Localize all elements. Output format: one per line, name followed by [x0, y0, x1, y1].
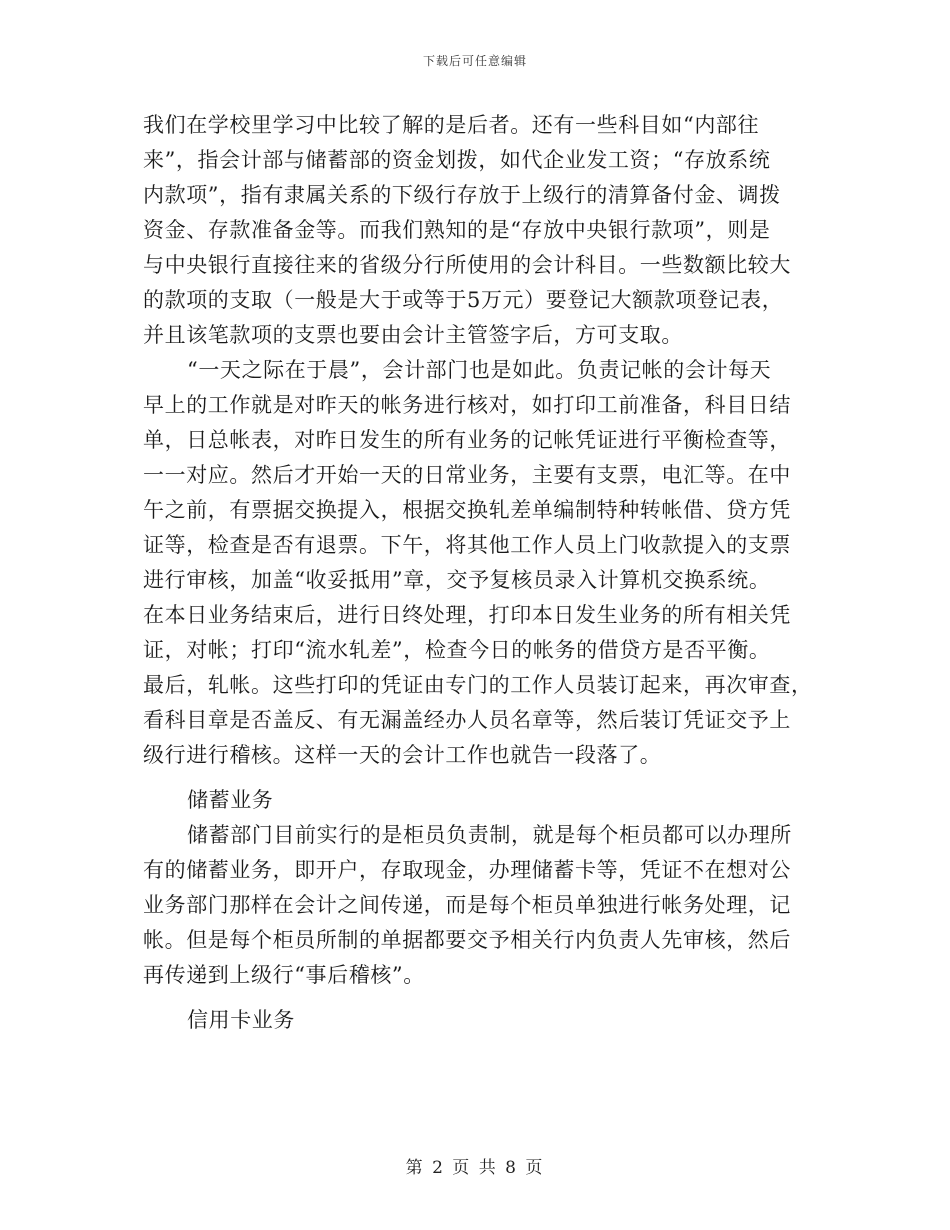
text-line: 我们在学校里学习中比较了解的是后者。还有一些科目如“内部往 [143, 113, 760, 137]
text-line: “一天之际在于晨”，会计部门也是如此。负责记帐的会计每天 [187, 358, 772, 382]
text-line: 的款项的支取（一般是大于或等于5万元）要登记大额款项登记表， [143, 288, 784, 312]
text-line: 进行审核，加盖“收妥抵用”章，交予复核员录入计算机交换系统。 [143, 568, 771, 592]
spacer [143, 773, 803, 781]
text-line: 看科目章是否盖反、有无漏盖经办人员名章等，然后装订凭证交予上 [143, 708, 791, 732]
text-line: 内款项”，指有隶属关系的下级行存放于上级行的清算备付金、调拨 [143, 183, 781, 207]
text-line: 证等，检查是否有退票。下午，将其他工作人员上门收款提入的支票 [143, 533, 791, 557]
text-line: 有的储蓄业务，即开户，存取现金，办理储蓄卡等，凭证不在想对公 [143, 858, 791, 882]
text-line: 来”，指会计部与储蓄部的资金划拨，如代企业发工资；“存放系统 [143, 148, 771, 172]
text-line: 资金、存款准备金等。而我们熟知的是“存放中央银行款项”，则是 [143, 218, 771, 242]
text-line: 单，日总帐表，对昨日发生的所有业务的记帐凭证进行平衡检查等， [143, 428, 791, 452]
text-line: 帐。但是每个柜员所制的单据都要交予相关行内负责人先审核，然后 [143, 928, 791, 952]
text-line: 午之前，有票据交换提入，根据交换轧差单编制特种转帐借、贷方凭 [143, 498, 791, 522]
section-heading: 储蓄业务 [187, 788, 274, 812]
spacer [143, 993, 803, 1001]
text-line: 储蓄部门目前实行的是柜员负责制，就是每个柜员都可以办理所 [187, 823, 792, 847]
page-header: 下载后可任意编辑 [422, 54, 527, 68]
text-line: 与中央银行直接往来的省级分行所使用的会计科目。一些数额比较大 [143, 253, 791, 277]
paragraph [143, 108, 803, 353]
text-line: 并且该笔款项的支票也要由会计主管签字后，方可支取。 [143, 323, 683, 347]
section-heading: 信用卡业务 [187, 1008, 295, 1032]
text-line: 级行进行稽核。这样一天的会计工作也就告一段落了。 [143, 743, 662, 767]
paragraph [143, 818, 803, 993]
paragraph [143, 353, 813, 773]
text-line: 业务部门那样在会计之间传递，而是每个柜员单独进行帐务处理，记 [143, 893, 791, 917]
page-number: 第 2 页 共 8 页 [405, 1158, 545, 1178]
text-line: 一一对应。然后才开始一天的日常业务，主要有支票，电汇等。在中 [143, 463, 791, 487]
text-line: 在本日业务结束后，进行日终处理，打印本日发生业务的所有相关凭 [143, 603, 791, 627]
text-line: 早上的工作就是对昨天的帐务进行核对，如打印工前准备，科目日结 [143, 393, 791, 417]
text-line: 证，对帐；打印“流水轧差”，检查今日的帐务的借贷方是否平衡。 [143, 638, 771, 662]
text-line: 最后，轧帐。这些打印的凭证由专门的工作人员装订起来，再次审查， [143, 673, 813, 697]
document-body [143, 108, 813, 1038]
text-line: 再传递到上级行“事后稽核”。 [143, 963, 425, 987]
